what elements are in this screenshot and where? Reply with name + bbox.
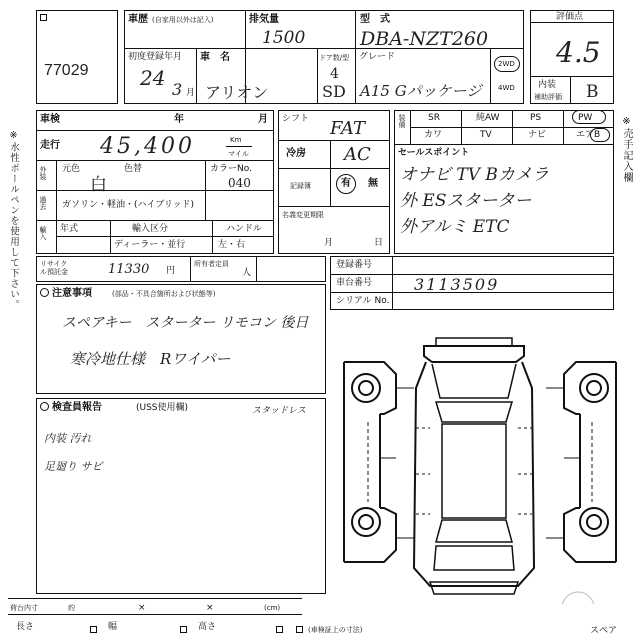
equipment-leather: カワ	[424, 130, 443, 140]
dimension-note: (車検証上の寸法)	[308, 626, 363, 634]
doors-value: 4	[330, 66, 339, 82]
notes-bullet	[40, 288, 49, 297]
sales-points-label: セールスポイント	[398, 148, 470, 158]
ac-value: AC	[344, 144, 371, 165]
equipment-airbag-circle	[590, 128, 610, 142]
chassis-number-value: 3113509	[414, 275, 500, 294]
mileage-value: 45,400	[100, 134, 195, 159]
import-year-label: 年式	[60, 224, 79, 234]
chassis-number-label: 車台番号	[336, 278, 373, 288]
shaken-month-label: 月	[258, 114, 268, 125]
inspector-line-2: 足廻り サビ	[44, 460, 103, 473]
load-size-times-2: ×	[206, 603, 214, 613]
first-registration-year: 24	[140, 66, 166, 90]
spare-label: スペア	[590, 626, 618, 636]
inspector-stamp: スタッドレス	[252, 406, 306, 416]
equipment-power-steering: PS	[530, 113, 542, 123]
car-history-label: 車歴	[128, 14, 148, 25]
first-registration-month-unit: 月	[186, 88, 196, 98]
mile-unit: マイル	[228, 150, 249, 158]
owners-unit: 人	[242, 268, 252, 278]
history-text: ガソリン・軽油・(ハイブリッド)	[62, 200, 195, 210]
name-change-day: 日	[374, 238, 384, 248]
drive-4wd: 4WD	[498, 84, 515, 92]
score-value: 4.5	[556, 36, 601, 69]
stock-number-box	[36, 10, 118, 104]
recycle-value: 11330	[108, 262, 150, 277]
recycle-label: リサイクル預託金	[40, 260, 68, 276]
notes-box	[36, 284, 326, 394]
car-diagram	[340, 318, 620, 604]
inspector-line-1: 内装 汚れ	[44, 432, 92, 445]
notes-label: 注意事項	[52, 288, 92, 299]
name-change-month: 月	[324, 238, 334, 248]
first-registration-month: 3	[172, 80, 183, 99]
load-size-cm: (cm)	[264, 604, 281, 612]
color-number-value: 040	[228, 176, 251, 190]
score-label: 評価点	[556, 12, 584, 22]
sales-point-line-3: 外アルミ ETC	[400, 217, 510, 237]
load-size-unit: 約	[68, 604, 75, 612]
import-type-value: ディーラー・並行	[114, 240, 186, 250]
history-label: 過去	[39, 196, 47, 210]
km-unit: Km	[230, 136, 242, 144]
color-change-label: 色替	[124, 164, 143, 174]
inspector-box	[36, 398, 326, 594]
dimensions-box	[8, 598, 302, 638]
equipment-tv: TV	[480, 130, 492, 140]
car-history-note: (自家用以外は記入)	[152, 16, 214, 24]
record-book-label: 記録簿	[290, 182, 311, 190]
model-type-label: 型 式	[360, 14, 390, 25]
name-change-label: 名義変更期限	[282, 211, 324, 219]
recycle-box	[36, 256, 326, 282]
inspector-bullet	[40, 402, 49, 411]
car-name-label: 車 名	[200, 52, 230, 63]
import-type-label: 輸入区分	[132, 224, 169, 234]
stock-number: 77029	[44, 62, 89, 79]
grade-label: グレード	[359, 52, 396, 62]
doors-label: ドア数/型	[319, 54, 350, 62]
serial-number-label: シリアル No.	[336, 296, 390, 306]
shaken-year-label: 年	[174, 114, 184, 125]
color-original-label: 元色	[62, 164, 81, 174]
owners-label: 所有者定員	[194, 260, 229, 268]
exterior-label: 外装	[39, 166, 47, 180]
equipment-pw-circle	[572, 110, 606, 124]
side-note-left: ※水性ボールペンを使用して下さい。	[8, 130, 19, 310]
body-type-value: SD	[322, 82, 346, 101]
sales-point-line-1: オナビ TV Bカメラ	[400, 165, 549, 185]
shaken-label: 車検	[40, 114, 60, 125]
width-label: 幅	[108, 622, 118, 632]
drive-2wd: 2WD	[498, 60, 515, 68]
displacement-value: 1500	[262, 28, 306, 48]
model-type-value: DBA-NZT260	[360, 28, 489, 50]
displacement-label: 排気量	[249, 14, 279, 25]
registration-number-label: 登録番号	[336, 260, 373, 270]
height-label: 高さ	[198, 622, 217, 632]
length-label: 長さ	[16, 622, 35, 632]
equipment-alloy-wheel: 純AW	[476, 113, 500, 123]
equipment-sr: SR	[428, 113, 440, 123]
grade-value: A15 Gパッケージ	[360, 82, 482, 100]
ac-label: 冷房	[286, 148, 306, 159]
inspector-label: 検査員報告	[52, 402, 102, 413]
import-label: 輸入	[39, 226, 47, 240]
notes-line-1: スペアキー スターター リモコン 後日	[62, 315, 309, 331]
inspector-sub-label: (USS使用欄)	[136, 403, 189, 413]
shift-value: FAT	[330, 118, 365, 139]
equipment-label: 装備	[398, 114, 406, 128]
record-book-no: 無	[368, 178, 378, 189]
equipment-airbag: エアB	[576, 130, 601, 140]
equipment-navi: ナビ	[528, 130, 547, 140]
color-number-label: カラーNo.	[210, 164, 252, 174]
corner-check	[40, 14, 47, 21]
notes-line-2: 寒冷地仕様 Rワイパー	[70, 350, 231, 368]
first-registration-label: 初度登録年月	[128, 52, 183, 62]
handle-label: ハンドル	[226, 224, 263, 234]
shift-label: シフト	[282, 114, 310, 124]
load-size-times-1: ×	[138, 603, 146, 613]
handle-value: 左・右	[218, 240, 246, 250]
sales-point-line-2: 外 ESスターター	[400, 191, 532, 211]
recycle-yen: 円	[166, 266, 176, 276]
notes-sub-label: (部品・不具合箇所および状態等)	[112, 290, 216, 298]
color-value: 白	[90, 175, 107, 195]
equipment-power-window: PW	[578, 113, 593, 123]
side-note-right: ※売手記入欄	[621, 116, 632, 183]
interior-label: 内装	[538, 80, 557, 90]
interior-value: B	[586, 82, 599, 102]
mileage-label: 走行	[40, 140, 60, 151]
car-name-value: アリオン	[205, 83, 269, 102]
load-size-label: 荷台内寸	[10, 604, 38, 612]
record-book-yes: 有	[341, 178, 351, 189]
interior-sub-label: 補助評価	[534, 93, 562, 101]
